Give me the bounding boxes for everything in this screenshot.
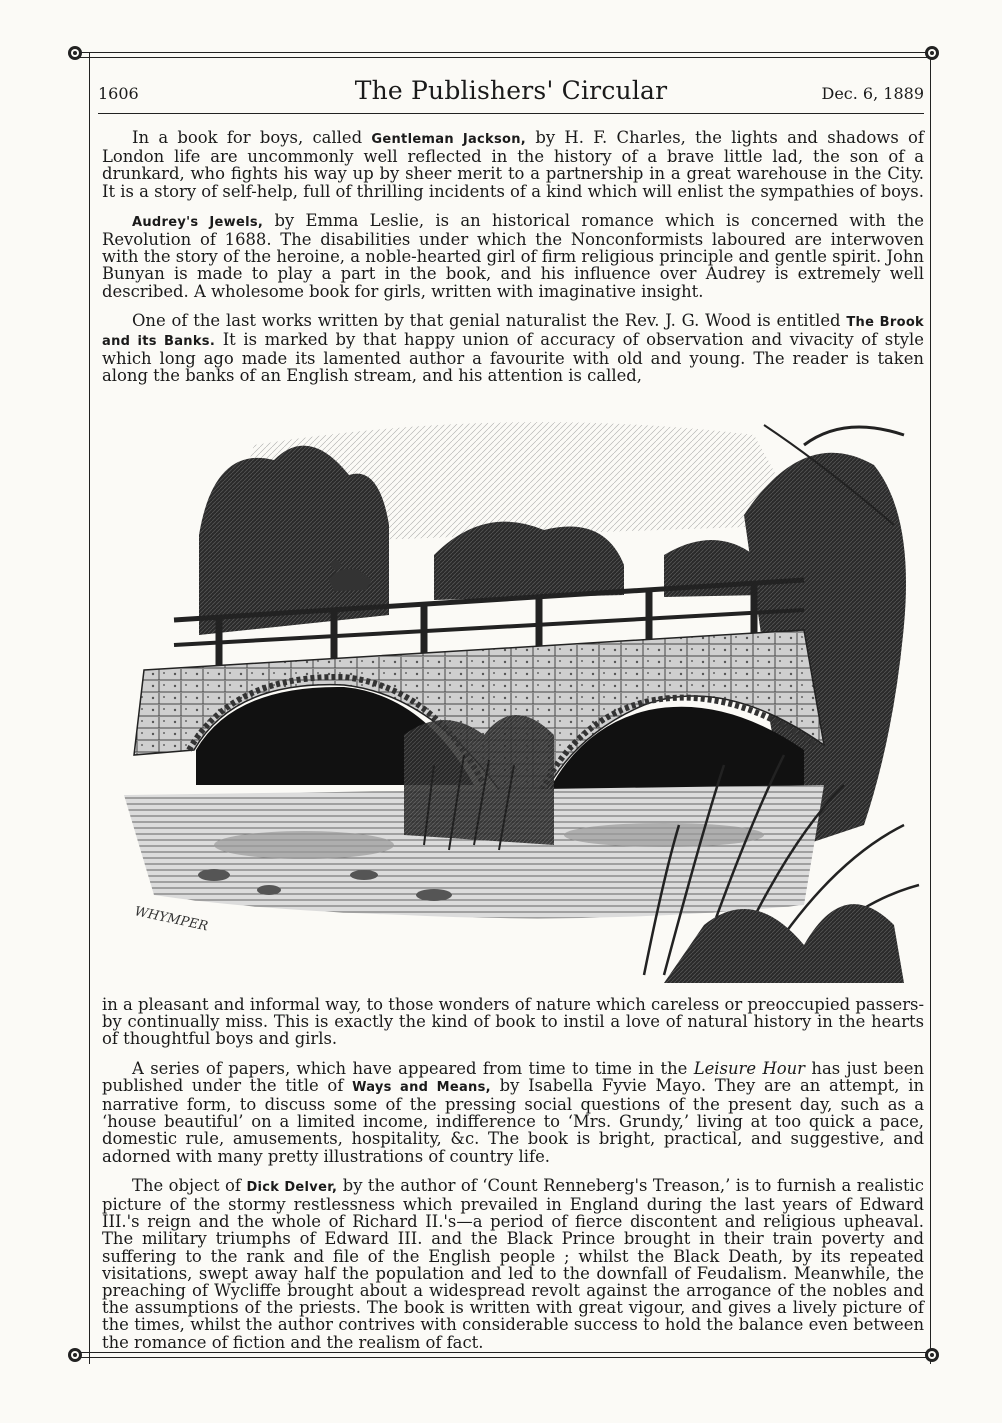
book-title: Dick Delver, [246,1179,338,1195]
review-audreys-jewels: Audrey's Jewels, by Emma Leslie, is an historical romance which is concerned with the Revolution of 1688. The disabilities under which the Nonconformists laboured are interwoven with the story of the heroine, a noble-hearted girl of firm religious principle and gentle spirit. John Bunyan is made to play a part in the book, and his influence over Audrey is extremely well described. A wholesome book for girls, written with imaginative insight. [102,210,924,301]
review-brook-continued: in a pleasant and informal way, to those wonders of nature which careless or preoccupied passers-by continually miss. This is exactly the kind of book to instil a love of natural history in the hearts of thoughtful boys and girls. [102,995,924,1049]
review-brook-and-its-banks: One of the last works written by that genial naturalist the Rev. J. G. Wood is entitled The Brook and its Banks. It is marked by that happy union of accuracy of observation and vivacity of style which long ago made its lamented author a favourite with old and young. The reader is taken along the banks of an English stream, and his attention is called, [102,310,925,386]
bridge-engraving-illustration [104,405,924,983]
book-title: Gentleman Jackson, [371,132,527,147]
running-header [98,76,924,108]
book-title: Audrey's Jewels, [132,214,264,230]
top-right-ornament-icon [925,46,939,60]
review-gentleman-jackson: In a book for boys, called Gentleman Jackson, by H. F. Charles, the lights and shadows of London life are uncommonly well reflected in the history of a brave little lad, the son of a drunkard, who fights his way up by sheer merit to a partnership in a great warehouse in the City. It is a story of self-help, full of thrilling incidents of a kind which will enlist the sympathies of boys. [102,128,924,201]
issue-date: Dec. 6, 1889 [821,84,924,103]
periodical-title: Leisure Hour [693,1058,805,1078]
lower-text-column [102,996,924,1363]
journal-title: The Publishers' Circular [354,76,668,105]
engraver-signature: WHYMPER [133,904,210,935]
book-title: Ways and Means, [352,1079,491,1095]
bottom-right-ornament-icon [925,1348,939,1362]
top-border-rule [75,52,937,53]
page-number: 1606 [98,84,139,103]
top-left-ornament-icon [68,46,82,60]
right-border-rule [930,52,931,1364]
top-border-rule-inner [75,57,937,58]
left-border-rule [89,52,90,1364]
book-title: The Brook and its Banks. [102,314,925,350]
upper-text-column [102,129,924,397]
review-ways-and-means: A series of papers, which have appeared from time to time in the Leisure Hour has just been published under the title of Ways and Means, by Isabella Fyvie Mayo. They are an attempt, in narrative form, to discuss some of the pressing social questions of the present day, such as a ‘house beautiful’ on a limited income, indifference to ‘Mrs. Grundy,’ living at too quick a pace, domestic rule, amusements, hospitality, &c. The book is bright, practical, and suggestive, and adorned with many pretty illustrations of country life. [102,1058,925,1166]
bottom-left-ornament-icon [68,1348,82,1362]
review-dick-delver: The object of Dick Delver, by the author of ‘Count Renneberg's Treason,’ is to furnish a realistic picture of the stormy restlessness which prevailed in England during the last years of Edward III.'s reign and the whole of Richard II.'s—a period of fierce discontent and religious upheaval. The military triumphs of Edward III. and the Black Prince brought in their train poverty and suffering to the rank and file of the English people ; whilst the Black Death, by its repeated visitations, swept away half the population and led to the downfall of Feudalism. Meanwhile, the preaching of Wycliffe brought about a widespread revolt against the arrogance of the nobles and the assumptions of the priests. The book is written with great vigour, and gives a lively picture of the times, whilst the author contrives with considerable success to hold the balance even between the romance of fiction and the realism of fact. [102,1175,924,1352]
header-rule [98,113,924,114]
